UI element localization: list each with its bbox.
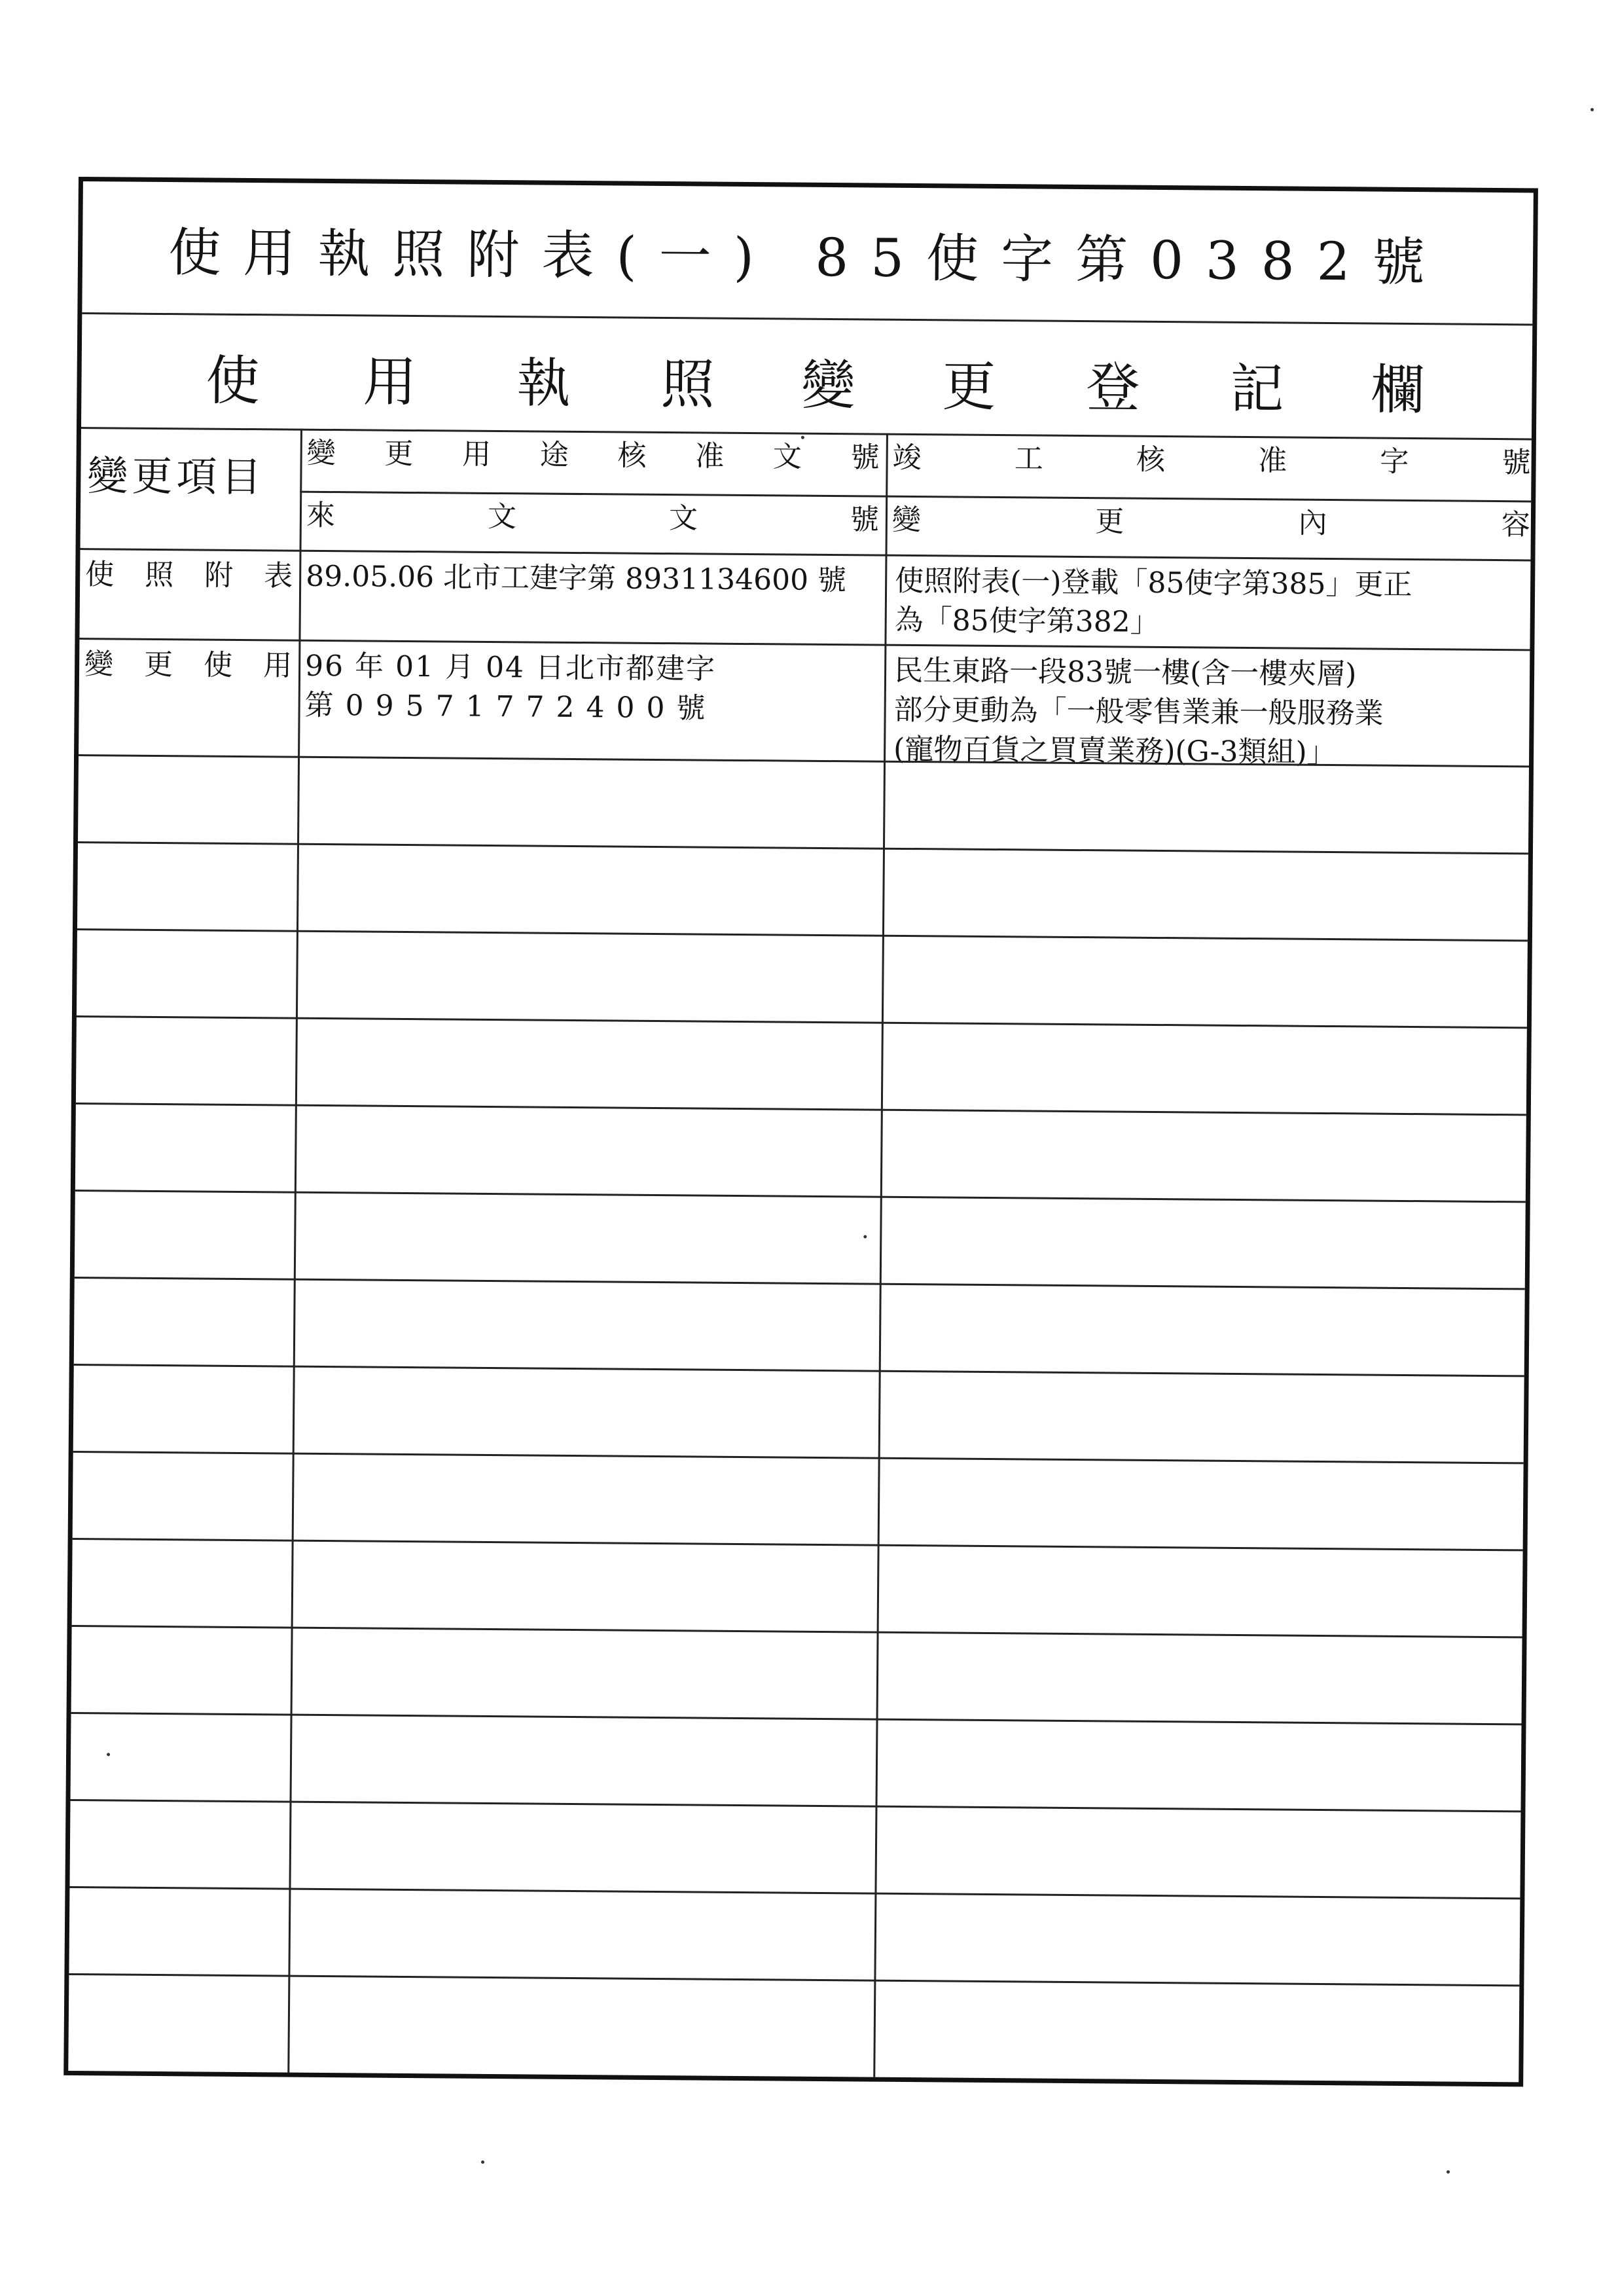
header-char: 內: [1298, 506, 1327, 540]
empty-row-divider: [73, 1538, 1523, 1551]
header-char: 號: [1501, 446, 1531, 480]
empty-row-divider: [71, 1799, 1521, 1812]
subtitle-char: 更: [942, 355, 996, 419]
empty-row-divider: [69, 1973, 1519, 1986]
scan-speck: [863, 1235, 867, 1238]
scan-speck: [1447, 2170, 1450, 2174]
empty-row-divider: [72, 1625, 1522, 1638]
empty-row-divider: [69, 1886, 1520, 1899]
form-title-text: 使用執照附表(一) 85使字第0382號: [168, 221, 1448, 293]
subtitle-char: 登: [1086, 357, 1140, 420]
subtitle-char: 記: [1230, 357, 1284, 421]
item-char: 使: [203, 648, 233, 682]
item-char: 附: [204, 558, 234, 592]
subtitle-char: 使: [206, 350, 260, 413]
subtitle-char: 用: [363, 351, 417, 414]
usage-permit-form: [63, 177, 1538, 2086]
empty-row-divider: [73, 1451, 1524, 1464]
doc-no-line: 96 年 01 月 04 日北市都建字: [304, 649, 717, 686]
change-record-table: [68, 427, 1532, 2082]
row-2-doc-no: [304, 647, 881, 730]
scan-speck: [801, 436, 804, 439]
subtitle-char: 執: [516, 352, 571, 415]
row-2-change-content: 民生東路一段83號一樓(含一樓夾層) 部分更動為「一般零售業兼一般服務業 (寵物百貨之買賣業務)(G-3類組)」: [893, 653, 1384, 770]
header-char: 用: [461, 437, 492, 471]
header-char: 核: [1136, 443, 1166, 477]
header-char: 文: [668, 501, 698, 536]
subtitle-char: 變: [801, 354, 855, 418]
row-1-doc-no: [306, 557, 882, 601]
header-char: 來: [306, 498, 336, 533]
scan-speck: [107, 1753, 110, 1756]
item-char: 用: [262, 649, 293, 683]
empty-row-divider: [71, 1712, 1522, 1725]
doc-no-line: 89.05.06 北市工建字第 8931134600 號: [306, 559, 847, 598]
empty-row-divider: [75, 1190, 1526, 1203]
header-char: 字: [1380, 445, 1409, 479]
scan-speck: [1591, 108, 1594, 111]
header-completion-no: [892, 439, 1530, 483]
empty-row-divider: [75, 1277, 1525, 1290]
scan-speck: [481, 2160, 484, 2164]
header-char: 竣: [892, 441, 922, 475]
header-change-content: [892, 501, 1530, 545]
form-title: [82, 181, 1534, 325]
header-char: 變: [306, 436, 336, 471]
header-incoming-doc-no: [306, 496, 879, 540]
empty-row-divider: [78, 841, 1528, 854]
header-char: 文: [487, 500, 517, 534]
header-char: 准: [1258, 444, 1287, 478]
header-char: 文: [772, 440, 802, 474]
header-char: 更: [384, 437, 414, 471]
empty-row-divider: [77, 928, 1528, 941]
row-2-item: [84, 645, 292, 685]
header-char: 途: [539, 438, 569, 472]
header-char: 號: [850, 441, 880, 475]
empty-row-divider: [77, 1015, 1527, 1029]
header-change-item: 變更項目: [87, 452, 266, 501]
item-char: 變: [84, 647, 114, 682]
header-char: 工: [1014, 442, 1044, 476]
form-subtitle: [81, 312, 1532, 440]
subtitle-char: 欄: [1371, 359, 1425, 422]
row-1-item: [85, 555, 293, 596]
header-char: 准: [694, 439, 725, 473]
header-char: 核: [617, 439, 647, 473]
header-approval-no: [306, 434, 879, 478]
row-1-change-content: 使照附表(一)登載「85使字第385」更正 為「85使字第382」: [894, 564, 1412, 639]
item-char: 表: [264, 559, 293, 593]
empty-row-divider: [74, 1364, 1524, 1377]
item-char: 照: [145, 558, 174, 592]
header-char: 變: [891, 503, 922, 538]
empty-row-divider: [76, 1102, 1526, 1116]
doc-no-line: 第 0 9 5 7 1 7 7 2 4 0 0 號: [304, 688, 707, 725]
header-bottom-border: [81, 548, 1531, 561]
item-char: 更: [143, 647, 173, 682]
header-char: 容: [1501, 508, 1531, 542]
subtitle-char: 照: [660, 353, 715, 416]
header-char: 號: [850, 503, 880, 537]
header-char: 更: [1095, 505, 1124, 539]
item-char: 使: [85, 558, 115, 592]
